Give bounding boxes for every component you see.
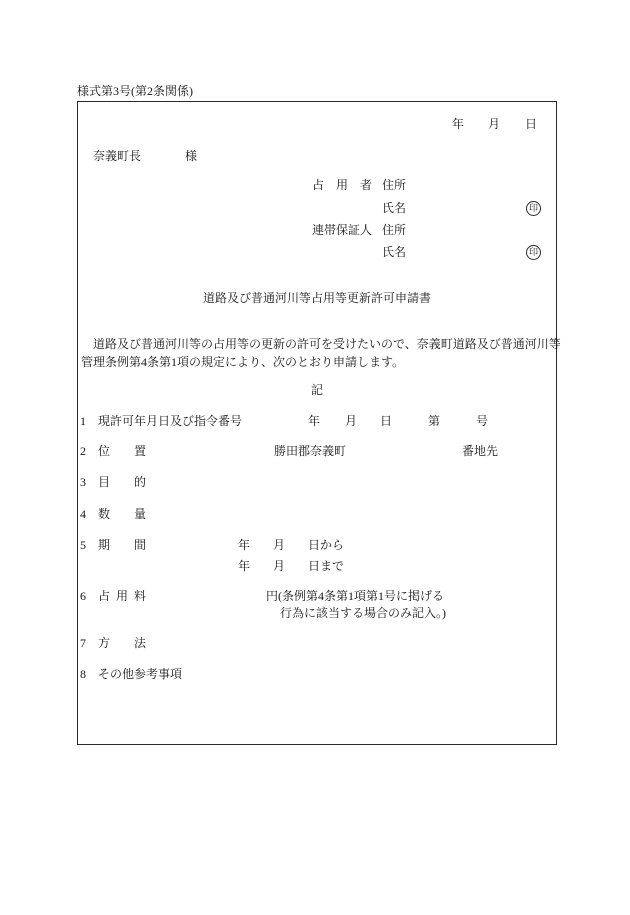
body-line-1: 道路及び普通河川等の占用等の更新の許可を受けたいので、奈義町道路及び普通河川等 xyxy=(81,337,561,351)
period-to-month-label: 月 xyxy=(273,559,286,573)
item2-suffix: 番地先 xyxy=(462,444,499,458)
period-from-year-label: 年 xyxy=(238,538,251,552)
addressee-name: 奈義町長 xyxy=(93,149,142,163)
item-label-other-notes: その他参考事項 xyxy=(98,667,183,681)
item-label-period: 期 間 xyxy=(98,538,147,552)
date-year-label: 年 xyxy=(452,117,465,131)
item-number: 3 xyxy=(80,475,86,489)
item-label-method: 方 法 xyxy=(98,636,147,650)
guarantor-address-label: 住所 xyxy=(382,223,407,237)
form-number: 様式第3号(第2条関係) xyxy=(77,84,193,98)
fee-note-line-2: 行為に該当する場合のみ記入。) xyxy=(280,606,446,620)
fee-note-line-1: 円(条例第4条第1項第1号に掲げる xyxy=(266,589,444,603)
ki-heading: 記 xyxy=(310,383,323,397)
item-number: 6 xyxy=(80,589,86,603)
period-from-day-label: 日から xyxy=(308,538,345,552)
occupant-address-label: 住所 xyxy=(382,178,407,192)
item2-town: 勝田郡奈義町 xyxy=(274,444,347,458)
item1-year-label: 年 xyxy=(308,414,321,428)
period-to-day-label: 日まで xyxy=(308,559,345,573)
occupant-label: 占 用 者 xyxy=(312,178,373,192)
item-number: 2 xyxy=(80,444,86,458)
guarantor-name-label: 氏名 xyxy=(382,245,407,259)
item-label-location: 位 置 xyxy=(98,444,147,458)
item-label-current-permit: 現許可年月日及び指令番号 xyxy=(98,414,243,428)
body-line-2: 管理条例第4条第1項の規定により、次のとおり申請します。 xyxy=(81,355,405,369)
item-number: 1 xyxy=(80,414,86,428)
item-number: 5 xyxy=(80,538,86,552)
occupant-name-label: 氏名 xyxy=(382,201,407,215)
item1-dai-label: 第 xyxy=(428,414,441,428)
item-number: 7 xyxy=(80,636,86,650)
item-label-purpose: 目 的 xyxy=(98,475,147,489)
item-label-quantity: 数 量 xyxy=(98,507,147,521)
item1-day-label: 日 xyxy=(380,414,393,428)
item1-go-label: 号 xyxy=(476,414,489,428)
period-from-month-label: 月 xyxy=(273,538,286,552)
date-month-label: 月 xyxy=(488,117,501,131)
item-label-occupancy-fee: 占 用 料 xyxy=(98,589,146,603)
item-number: 4 xyxy=(80,507,86,521)
item1-month-label: 月 xyxy=(345,414,358,428)
period-to-year-label: 年 xyxy=(238,559,251,573)
guarantor-label: 連帯保証人 xyxy=(312,223,373,237)
occupant-seal-icon: 印 xyxy=(526,201,541,216)
date-day-label: 日 xyxy=(525,117,538,131)
guarantor-seal-icon: 印 xyxy=(526,245,541,260)
item-number: 8 xyxy=(80,667,86,681)
form-title: 道路及び普通河川等占用等更新許可申請書 xyxy=(202,291,431,305)
addressee-honorific: 様 xyxy=(185,149,198,163)
